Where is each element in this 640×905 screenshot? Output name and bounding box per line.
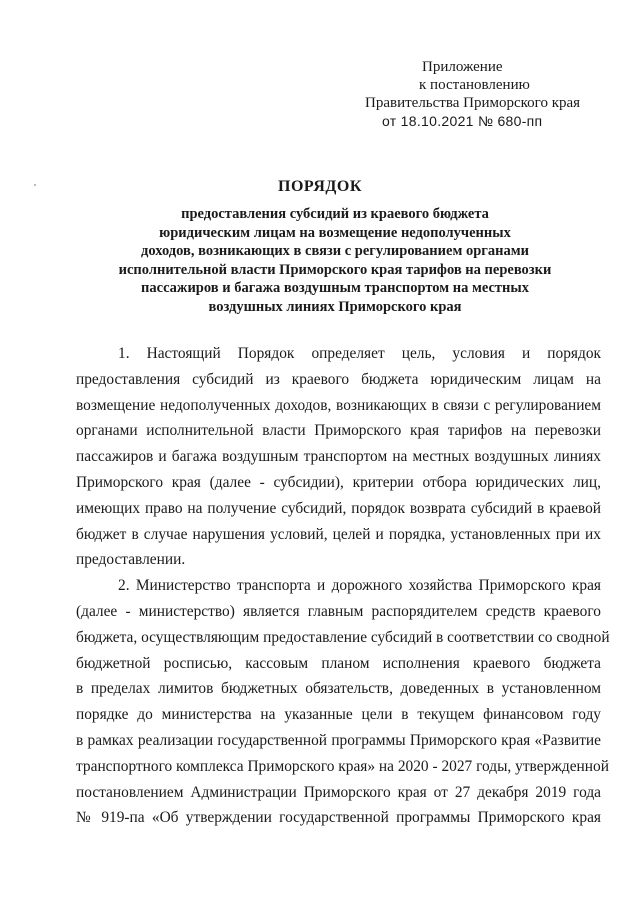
appendix-line: Правительства Приморского края	[365, 95, 581, 111]
subtitle-line: предоставления субсидий из краевого бюджета	[181, 206, 489, 222]
paragraph-1-line: пассажиров и багажа воздушным транспортом на местных воздушных линиях	[76, 448, 601, 466]
appendix-line: Приложение	[422, 59, 503, 75]
paragraph-2-line: постановлением Администрации Приморского края от 27 декабря 2019 года	[76, 783, 601, 801]
document-title: ПОРЯДОК	[278, 178, 362, 195]
paragraph-1-line: предоставления субсидий из краевого бюджета юридическим лицам на	[76, 370, 601, 388]
paragraph-1-line: бюджет в случае нарушения условий, целей и порядка, установленных при их	[76, 525, 601, 543]
paragraph-2-line: 2. Министерство транспорта и дорожного хозяйства Приморского края	[118, 577, 601, 595]
paragraph-2-line: транспортного комплекса Приморского края» на 2020 - 2027 годы, утвержденной	[76, 757, 609, 775]
paragraph-2-line: бюджетной росписью, кассовым планом исполнения краевого бюджета	[76, 654, 601, 672]
paragraph-1-line: имеющих право на получение субсидий, порядок возврата субсидий в краевой	[76, 499, 601, 517]
paragraph-1-line: 1. Настоящий Порядок определяет цель, условия и порядок	[118, 345, 601, 362]
paragraph-2-line: № 919-па «Об утверждении государственной программы Приморского края	[76, 809, 601, 827]
document-body	[76, 341, 610, 831]
appendix-line: к постановлению	[419, 77, 530, 93]
subtitle-line: пассажиров и багажа воздушным транспортом на местных	[141, 280, 529, 296]
paragraph-1-line: Приморского края (далее - субсидии), критерии отбора юридических лиц,	[76, 473, 601, 491]
subtitle-line: исполнительной власти Приморского края тарифов на перевозки	[118, 261, 552, 278]
paragraph-1-line: органами исполнительной власти Приморского края тарифов на перевозки	[76, 422, 601, 440]
paragraph-2-line: порядке до министерства на указанные цели в текущем финансовом году	[76, 706, 601, 724]
subtitle-line: воздушных линиях Приморского края	[208, 298, 462, 315]
appendix-date-number: от 18.10.2021 № 680-пп	[382, 113, 543, 129]
subtitle-line: юридическим лицам на возмещение недополученных	[159, 224, 511, 241]
paragraph-2-line: в пределах лимитов бюджетных обязательств, доведенных в установленном	[76, 680, 601, 698]
paragraph-2-line: (далее - министерство) является главным распорядителем средств краевого	[76, 602, 601, 620]
subtitle-line: доходов, возникающих в связи с регулированием органами	[141, 243, 529, 259]
paragraph-2-line: в рамках реализации государственной программы Приморского края «Развитие	[76, 731, 601, 749]
paragraph-2-line: бюджета, осуществляющим предоставление субсидий в соответствии со сводной	[76, 628, 610, 646]
document-subtitle	[90, 205, 580, 316]
paragraph-1-line: предоставлении.	[76, 551, 186, 569]
paragraph-1-line: возмещение недополученных доходов, возникающих в связи с регулированием	[76, 396, 601, 414]
appendix-block	[330, 58, 590, 130]
